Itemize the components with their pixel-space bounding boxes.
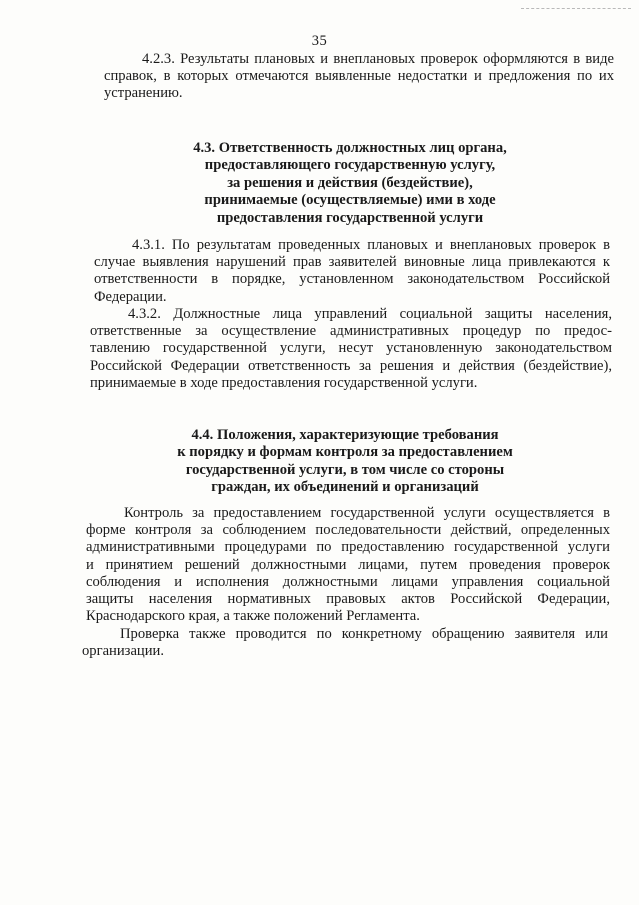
heading-line: к порядку и формам контроля за предоставлением [177, 444, 513, 461]
heading-line: граждан, их объединений и организаций [211, 479, 479, 496]
heading-line: за решения и действия (бездействие), [227, 174, 473, 191]
paragraph-4-2-3 [104, 51, 614, 103]
scan-edge-mark [521, 8, 631, 10]
text-line: организации. [82, 643, 164, 660]
text-line: защиты населения нормативных правовых актов Российской Федерации, [86, 591, 610, 608]
heading-line: принимаемые (осуществляемые) ими в ходе [204, 192, 496, 209]
heading-line: 4.4. Положения, характеризующие требования [191, 427, 499, 443]
text-line: Проверка также проводится по конкретному обращению заявителя или [120, 626, 608, 642]
text-line: и принятием решений должностными лицами, путем проведения проверок [86, 556, 610, 573]
page-number: 35 [311, 33, 328, 49]
text-line: случае выявления нарушений прав заявителей виновные лица привлекаются к [94, 254, 610, 271]
text-line: 4.2.3. Результаты плановых и внеплановых проверок оформляются в виде [142, 51, 614, 67]
paragraph-control [86, 505, 610, 625]
paragraph-check [82, 626, 608, 660]
text-line: тавлению государственной услуги, несут установленную законодательством [90, 340, 612, 357]
text-line: форме контроля за соблюдением последовательности действий, определенных [86, 522, 610, 539]
text-line: 4.3.2. Должностные лица управлений социальной защиты населения, [128, 306, 612, 322]
text-line: Федерации. [94, 288, 167, 305]
text-line: административными процедурами по предоставлению государственной услуги [86, 539, 610, 556]
text-line: ответственности в порядке, установленном законодательством Российской [94, 271, 610, 288]
heading-line: предоставляющего государственную услугу, [204, 157, 496, 174]
text-line: Российской Федерации ответственность за решения и действия (бездействие), [90, 357, 612, 374]
text-line: Краснодарского края, а также положений Регламента. [86, 608, 420, 625]
text-line: принимаемые в ходе предоставления государственной услуги. [90, 374, 478, 391]
paragraph-4-3-2 [90, 306, 612, 392]
text-line: устранению. [104, 85, 183, 102]
text-line: 4.3.1. По результатам проведенных плановых и внеплановых проверок в [132, 237, 610, 253]
paragraph-4-3-1 [94, 237, 610, 306]
text-line: Контроль за предоставлением государственной услуги осуществляется в [124, 505, 610, 521]
heading-line: предоставления государственной услуги [216, 209, 484, 226]
section-heading-4-3 [140, 140, 560, 227]
text-line: справок, в которых отмечаются выявленные недостатки и предложения по их [104, 68, 614, 85]
heading-line: государственной услуги, в том числе со стороны [185, 461, 505, 478]
text-line: ответственные за осуществление административных процедур по предос- [90, 323, 612, 340]
section-heading-4-4 [120, 427, 570, 497]
text-line: соблюдения и исполнения должностными лицами управления социальной [86, 573, 610, 590]
heading-line: 4.3. Ответственность должностных лиц органа, [193, 140, 507, 156]
